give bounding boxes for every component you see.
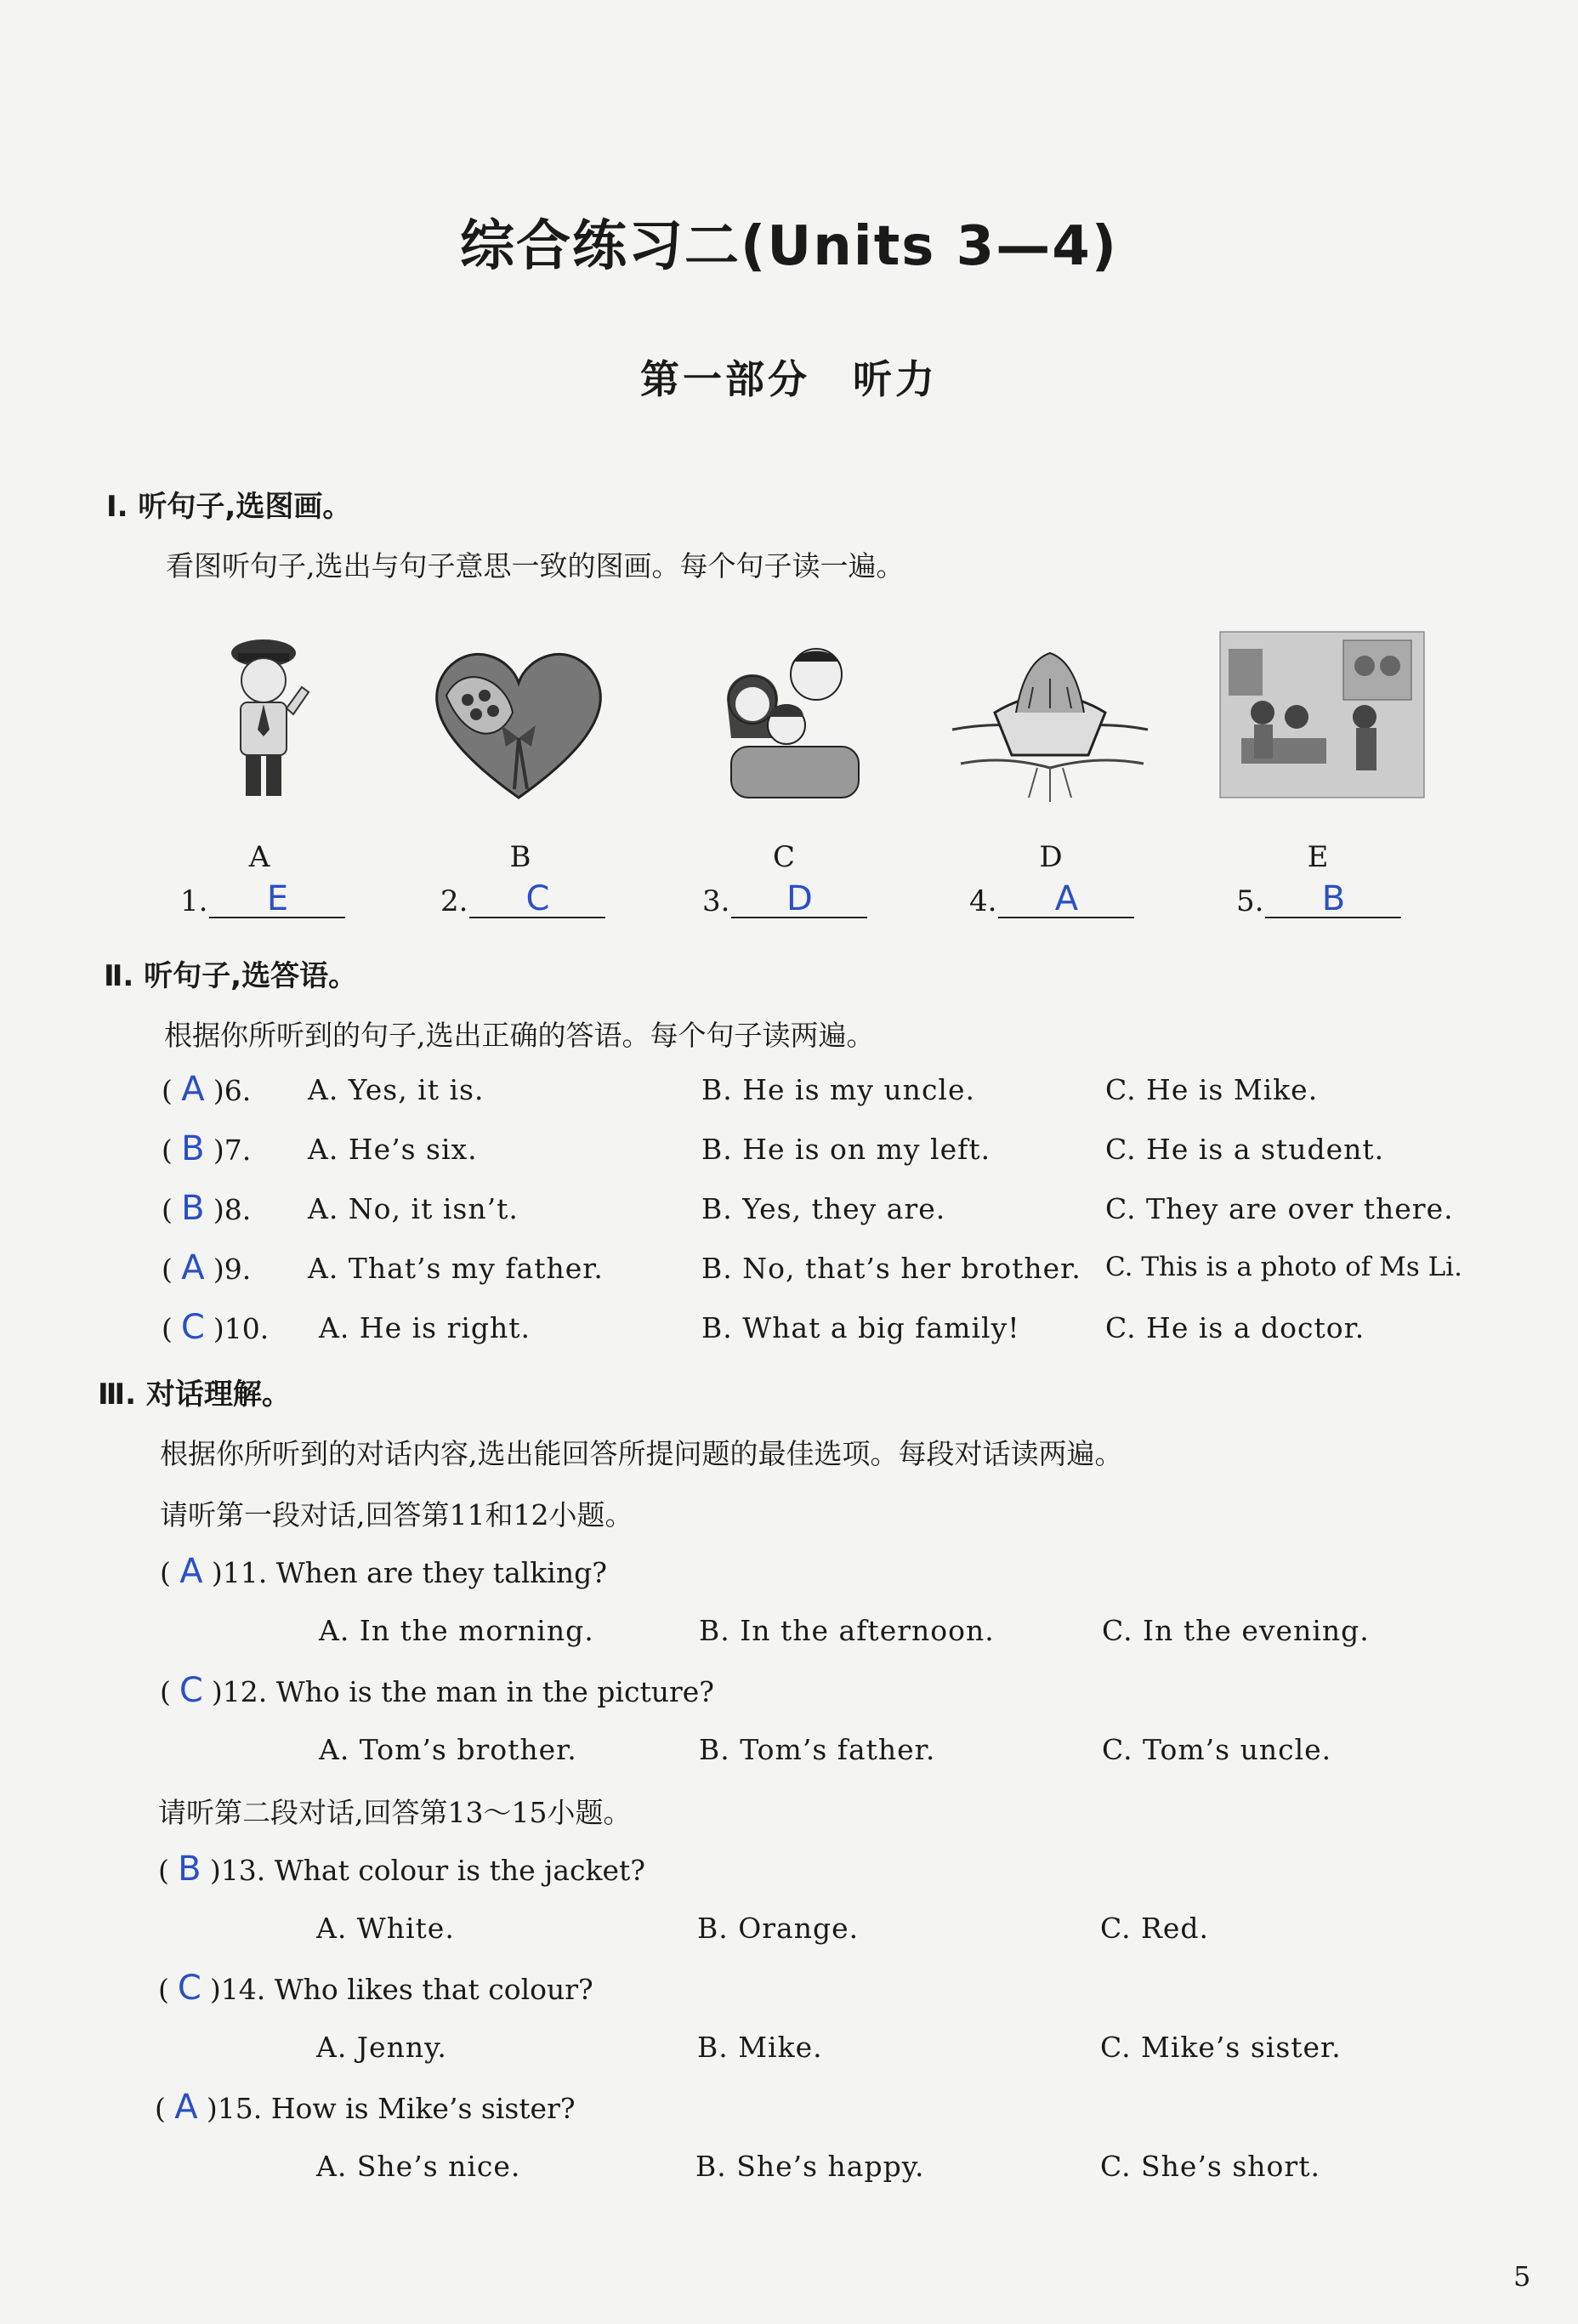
option-a: A. In the morning. xyxy=(319,1614,594,1647)
question-row: ( C )10. xyxy=(162,1308,270,1347)
answer-blank[interactable] xyxy=(702,879,867,918)
option-b: B. Orange. xyxy=(697,1912,860,1945)
picture-letter: A xyxy=(248,840,270,874)
blank-answer: D xyxy=(786,879,813,918)
blank-number: 5. xyxy=(1236,884,1264,918)
part-title: 第一部分 听力 xyxy=(640,356,938,402)
picture-letter: E xyxy=(1307,840,1329,874)
question-row: ( A )6. xyxy=(162,1070,252,1109)
answer-mark: B xyxy=(178,1850,202,1889)
option-a: A. Yes, it is. xyxy=(308,1073,485,1106)
option-b: B. He is on my left. xyxy=(701,1133,991,1166)
option-b: B. She’s happy. xyxy=(695,2150,925,2183)
option-c: C. Mike’s sister. xyxy=(1100,2031,1342,2064)
option-c: C. He is Mike. xyxy=(1105,1073,1319,1106)
option-a: A. Jenny. xyxy=(316,2031,447,2064)
section1-heading: Ⅰ. 听句子,选图画。 xyxy=(106,490,352,524)
section2-heading: Ⅱ. 听句子,选答语。 xyxy=(104,959,358,993)
option-c: C. Red. xyxy=(1100,1912,1210,1945)
picture-b-heart-chocolates xyxy=(412,628,625,806)
question-row: ( A )9. xyxy=(162,1248,252,1287)
question-row: ( B )7. xyxy=(162,1129,252,1168)
option-b: B. Mike. xyxy=(697,2031,823,2064)
option-b: B. In the afternoon. xyxy=(699,1614,995,1647)
picture-letter: B xyxy=(509,840,531,874)
page-number: 5 xyxy=(1513,2260,1531,2293)
picture-c-family-photo xyxy=(680,628,893,806)
answer-mark: A xyxy=(181,1248,205,1287)
option-a: A. He’s six. xyxy=(308,1133,478,1166)
option-b: B. He is my uncle. xyxy=(701,1073,975,1106)
blank-answer: A xyxy=(1054,879,1079,918)
answer-blank[interactable] xyxy=(969,879,1134,918)
dialog1-instruction: 请听第一段对话,回答第11和12小题。 xyxy=(160,1498,633,1531)
blank-answer: C xyxy=(525,879,550,918)
option-b: B. What a big family! xyxy=(701,1311,1020,1344)
dialog2-instruction: 请听第二段对话,回答第13～15小题。 xyxy=(158,1796,632,1829)
option-c: C. He is a doctor. xyxy=(1105,1311,1365,1344)
option-c: C. In the evening. xyxy=(1102,1614,1370,1647)
picture-letter: C xyxy=(772,840,795,874)
question-row: ( C )12. Who is the man in the picture? xyxy=(160,1671,714,1710)
picture-letter: D xyxy=(1039,840,1063,874)
answer-blank[interactable] xyxy=(180,879,345,918)
question-row: ( A )15. How is Mike’s sister? xyxy=(155,2088,576,2127)
question-row: ( B )13. What colour is the jacket? xyxy=(158,1850,645,1889)
blank-number: 2. xyxy=(440,884,468,918)
question-row: ( A )11. When are they talking? xyxy=(160,1552,607,1591)
option-b: B. Yes, they are. xyxy=(701,1192,946,1225)
option-c: C. They are over there. xyxy=(1105,1192,1454,1225)
answer-mark: A xyxy=(174,2088,198,2127)
picture-d-boat xyxy=(944,628,1156,806)
answer-blank[interactable] xyxy=(1236,879,1401,918)
answer-mark: C xyxy=(179,1671,203,1710)
section2-instruction: 根据你所听到的句子,选出正确的答语。每个句子读两遍。 xyxy=(164,1019,875,1052)
answer-mark: C xyxy=(177,1969,202,2008)
answer-mark: B xyxy=(181,1129,205,1168)
blank-number: 4. xyxy=(969,884,997,918)
picture-a-policeman xyxy=(157,628,370,806)
option-c: C. He is a student. xyxy=(1105,1133,1385,1166)
answer-mark: C xyxy=(180,1308,205,1347)
option-a: A. She’s nice. xyxy=(316,2150,521,2183)
blank-number: 3. xyxy=(702,884,730,918)
section3-instruction: 根据你所听到的对话内容,选出能回答所提问题的最佳选项。每段对话读两遍。 xyxy=(160,1437,1123,1470)
option-a: A. Tom’s brother. xyxy=(319,1733,577,1766)
answer-mark: B xyxy=(181,1189,205,1228)
option-a: A. White. xyxy=(316,1912,455,1945)
question-row: ( B )8. xyxy=(162,1189,252,1228)
option-a: A. No, it isn’t. xyxy=(308,1192,519,1225)
picture-e-family-room xyxy=(1216,628,1428,806)
page-title: 综合练习二(Units 3—4) xyxy=(460,215,1118,278)
section3-heading: Ⅲ. 对话理解。 xyxy=(98,1378,291,1412)
option-c: C. Tom’s uncle. xyxy=(1102,1733,1332,1766)
section1-instruction: 看图听句子,选出与句子意思一致的图画。每个句子读一遍。 xyxy=(166,549,905,582)
answer-mark: A xyxy=(181,1070,205,1109)
option-b: B. Tom’s father. xyxy=(699,1733,936,1766)
option-b: B. No, that’s her brother. xyxy=(701,1252,1081,1285)
option-a: A. That’s my father. xyxy=(308,1252,604,1285)
answer-mark: A xyxy=(179,1552,203,1591)
answer-blank[interactable] xyxy=(440,879,605,918)
option-c: C. She’s short. xyxy=(1100,2150,1320,2183)
blank-answer: B xyxy=(1321,879,1346,918)
question-row: ( C )14. Who likes that colour? xyxy=(158,1969,593,2008)
option-c: C. This is a photo of Ms Li. xyxy=(1105,1252,1462,1282)
blank-number: 1. xyxy=(180,884,208,918)
option-a: A. He is right. xyxy=(319,1311,531,1344)
blank-answer: E xyxy=(266,879,289,918)
